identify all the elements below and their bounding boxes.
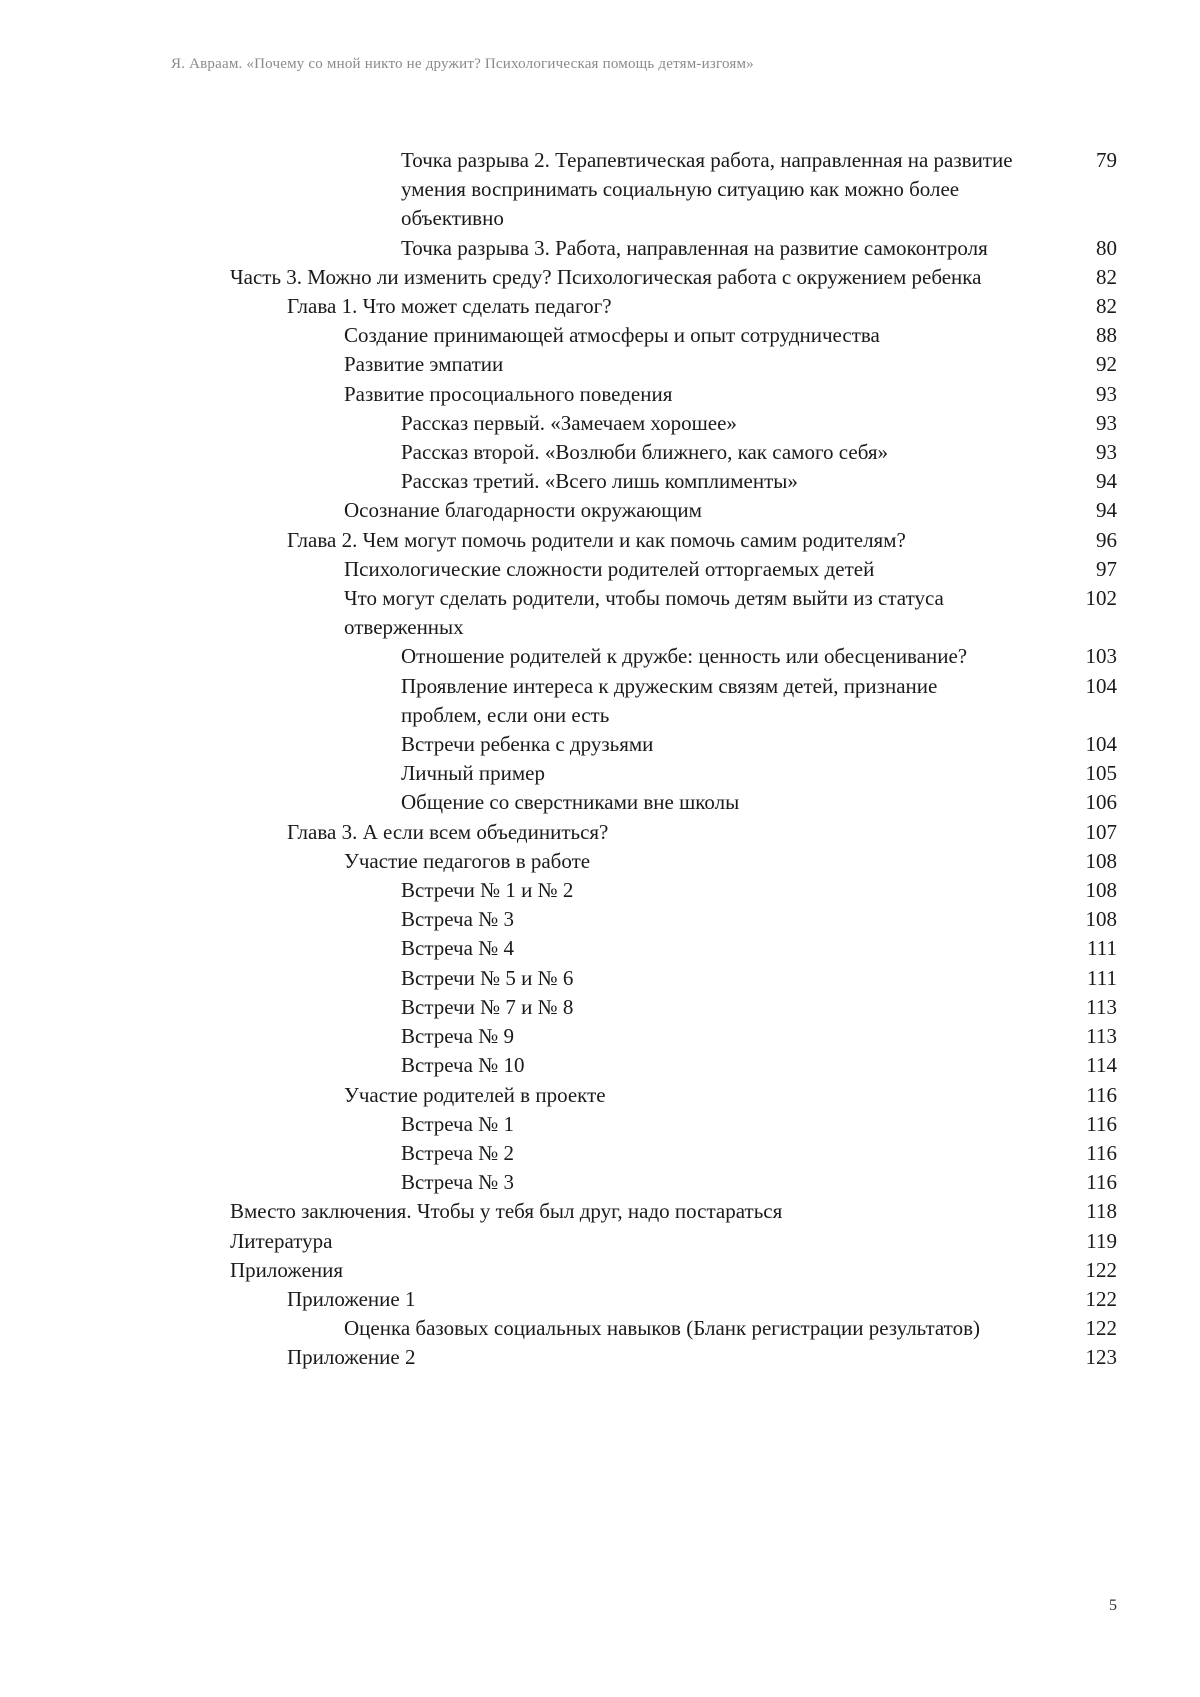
toc-entry-page: 105 [1085, 761, 1117, 786]
toc-entry-page: 118 [1086, 1199, 1117, 1224]
toc-entry[interactable] [0, 438, 1200, 467]
toc-entry-title: Встреча № 4 [401, 936, 514, 961]
toc-entry-title: Литература [230, 1228, 333, 1253]
toc-entry-page: 94 [1096, 469, 1117, 494]
toc-entry-title: Психологические сложности родителей отторгаемых детей [344, 556, 875, 581]
toc-entry-page: 108 [1085, 878, 1117, 903]
toc-entry[interactable] [0, 409, 1200, 438]
toc-entry-page: 113 [1086, 1024, 1117, 1049]
toc-entry-title: Встреча № 3 [401, 907, 514, 932]
toc-entry[interactable] [0, 1314, 1200, 1343]
toc-entry-page: 116 [1086, 1140, 1117, 1165]
toc-entry-page: 123 [1085, 1345, 1117, 1370]
toc-entry-title: Общение со сверстниками вне школы [401, 790, 740, 815]
toc-entry-page: 107 [1085, 819, 1117, 844]
toc-entry-title: Рассказ первый. «Замечаем хорошее» [401, 410, 737, 435]
toc-entry-title: Приложения [230, 1257, 344, 1282]
toc-entry[interactable] [0, 876, 1200, 905]
toc-entry-page: 116 [1086, 1111, 1117, 1136]
toc-entry-title: Приложение 1 [287, 1286, 416, 1311]
toc-entry[interactable] [0, 788, 1200, 817]
toc-entry-title: Встреча № 1 [401, 1111, 514, 1136]
toc-entry[interactable] [0, 526, 1200, 555]
toc-entry-page: 103 [1085, 644, 1117, 669]
toc-entry-page: 82 [1096, 294, 1117, 319]
toc-entry-title: Рассказ третий. «Всего лишь комплименты» [401, 469, 798, 494]
toc-entry-page: 113 [1086, 994, 1117, 1019]
toc-entry-title: Встреча № 3 [401, 1170, 514, 1195]
toc-entry[interactable] [0, 1227, 1200, 1256]
toc-entry[interactable] [0, 642, 1200, 671]
toc-entry-title: Проявление интереса к дружеским связям детей, признание проблем, если они есть [401, 673, 938, 727]
toc-entry[interactable] [0, 1285, 1200, 1314]
toc-entry-title: Встреча № 2 [401, 1140, 514, 1165]
toc-entry-page: 116 [1086, 1082, 1117, 1107]
toc-entry-title: Глава 3. А если всем объединиться? [287, 819, 609, 844]
toc-entry[interactable] [0, 672, 1200, 730]
toc-entry-title: Глава 1. Что может сделать педагог? [287, 294, 612, 319]
toc-entry-title: Встречи № 1 и № 2 [401, 878, 574, 903]
toc-entry-page: 122 [1085, 1286, 1117, 1311]
toc-entry-title: Встреча № 10 [401, 1053, 525, 1078]
toc-entry-title: Встречи ребенка с друзьями [401, 732, 654, 757]
toc-entry[interactable] [0, 1197, 1200, 1226]
toc-entry-page: 108 [1085, 848, 1117, 873]
toc-entry[interactable] [0, 934, 1200, 963]
toc-entry[interactable] [0, 146, 1200, 234]
running-header: Я. Авраам. «Почему со мной никто не дружит? Психологическая помощь детям-изгоям» [171, 56, 754, 72]
toc-entry-title: Глава 2. Чем могут помочь родители и как помочь самим родителям? [287, 527, 906, 552]
toc-entry-page: 88 [1096, 323, 1117, 348]
toc-entry[interactable] [0, 467, 1200, 496]
toc-entry-page: 93 [1096, 381, 1117, 406]
table-of-contents [0, 146, 1200, 1373]
toc-entry[interactable] [0, 1081, 1200, 1110]
toc-entry-page: 92 [1096, 352, 1117, 377]
toc-entry-page: 116 [1086, 1170, 1117, 1195]
toc-entry[interactable] [0, 730, 1200, 759]
toc-entry[interactable] [0, 263, 1200, 292]
toc-entry-title: Участие родителей в проекте [344, 1082, 606, 1107]
toc-entry-title: Точка разрыва 3. Работа, направленная на развитие самоконтроля [401, 235, 988, 260]
toc-entry-title: Создание принимающей атмосферы и опыт сотрудничества [344, 323, 880, 348]
toc-entry[interactable] [0, 1051, 1200, 1080]
toc-entry-page: 94 [1096, 498, 1117, 523]
toc-entry[interactable] [0, 555, 1200, 584]
toc-entry[interactable] [0, 350, 1200, 379]
toc-entry-page: 93 [1096, 440, 1117, 465]
toc-entry-title: Личный пример [401, 761, 545, 786]
toc-entry-title: Встречи № 5 и № 6 [401, 965, 574, 990]
toc-entry-title: Развитие эмпатии [344, 352, 504, 377]
toc-entry-page: 119 [1086, 1228, 1117, 1253]
toc-entry-title: Участие педагогов в работе [344, 848, 591, 873]
toc-entry-title: Оценка базовых социальных навыков (Бланк регистрации результатов) [344, 1316, 980, 1341]
toc-entry[interactable] [0, 1022, 1200, 1051]
toc-entry[interactable] [0, 1139, 1200, 1168]
toc-entry-page: 102 [1085, 586, 1117, 611]
toc-entry-page: 104 [1085, 673, 1117, 698]
toc-entry[interactable] [0, 1110, 1200, 1139]
toc-entry-page: 122 [1085, 1316, 1117, 1341]
toc-entry[interactable] [0, 818, 1200, 847]
toc-entry-page: 104 [1085, 732, 1117, 757]
toc-entry-title: Осознание благодарности окружающим [344, 498, 702, 523]
toc-entry-title: Точка разрыва 2. Терапевтическая работа, направленная на развитие умения воспринимать социальную ситуацию как можно более объективно [401, 148, 1013, 231]
toc-entry-title: Встреча № 9 [401, 1024, 514, 1049]
toc-entry-page: 114 [1086, 1053, 1117, 1078]
page-number: 5 [1109, 1597, 1117, 1614]
toc-entry[interactable] [0, 584, 1200, 642]
toc-entry-title: Что могут сделать родители, чтобы помочь детям выйти из статуса отверженных [344, 586, 944, 640]
toc-entry-page: 97 [1096, 556, 1117, 581]
toc-entry-page: 122 [1085, 1257, 1117, 1282]
toc-entry[interactable] [0, 847, 1200, 876]
toc-entry[interactable] [0, 380, 1200, 409]
toc-entry-title: Развитие просоциального поведения [344, 381, 673, 406]
toc-entry-page: 108 [1085, 907, 1117, 932]
toc-entry-page: 111 [1087, 965, 1117, 990]
toc-entry[interactable] [0, 1343, 1200, 1372]
toc-entry[interactable] [0, 292, 1200, 321]
toc-entry-page: 106 [1085, 790, 1117, 815]
toc-entry-page: 80 [1096, 235, 1117, 260]
toc-entry-page: 111 [1087, 936, 1117, 961]
toc-entry[interactable] [0, 1256, 1200, 1285]
toc-entry[interactable] [0, 1168, 1200, 1197]
toc-entry[interactable] [0, 321, 1200, 350]
toc-entry-title: Приложение 2 [287, 1345, 416, 1370]
toc-entry-page: 79 [1096, 148, 1117, 172]
toc-entry-page: 93 [1096, 410, 1117, 435]
toc-entry[interactable] [0, 905, 1200, 934]
toc-entry[interactable] [0, 496, 1200, 525]
toc-entry-title: Часть 3. Можно ли изменить среду? Психологическая работа с окружением ребенка [230, 264, 982, 289]
toc-entry[interactable] [0, 964, 1200, 993]
toc-entry-page: 96 [1096, 527, 1117, 552]
toc-entry[interactable] [0, 234, 1200, 263]
toc-entry-title: Отношение родителей к дружбе: ценность или обесценивание? [401, 644, 968, 669]
toc-entry[interactable] [0, 993, 1200, 1022]
toc-entry-page: 82 [1096, 264, 1117, 289]
toc-entry-title: Встречи № 7 и № 8 [401, 994, 574, 1019]
toc-entry[interactable] [0, 759, 1200, 788]
toc-entry-title: Рассказ второй. «Возлюби ближнего, как самого себя» [401, 440, 889, 465]
toc-entry-title: Вместо заключения. Чтобы у тебя был друг, надо постараться [230, 1199, 783, 1224]
